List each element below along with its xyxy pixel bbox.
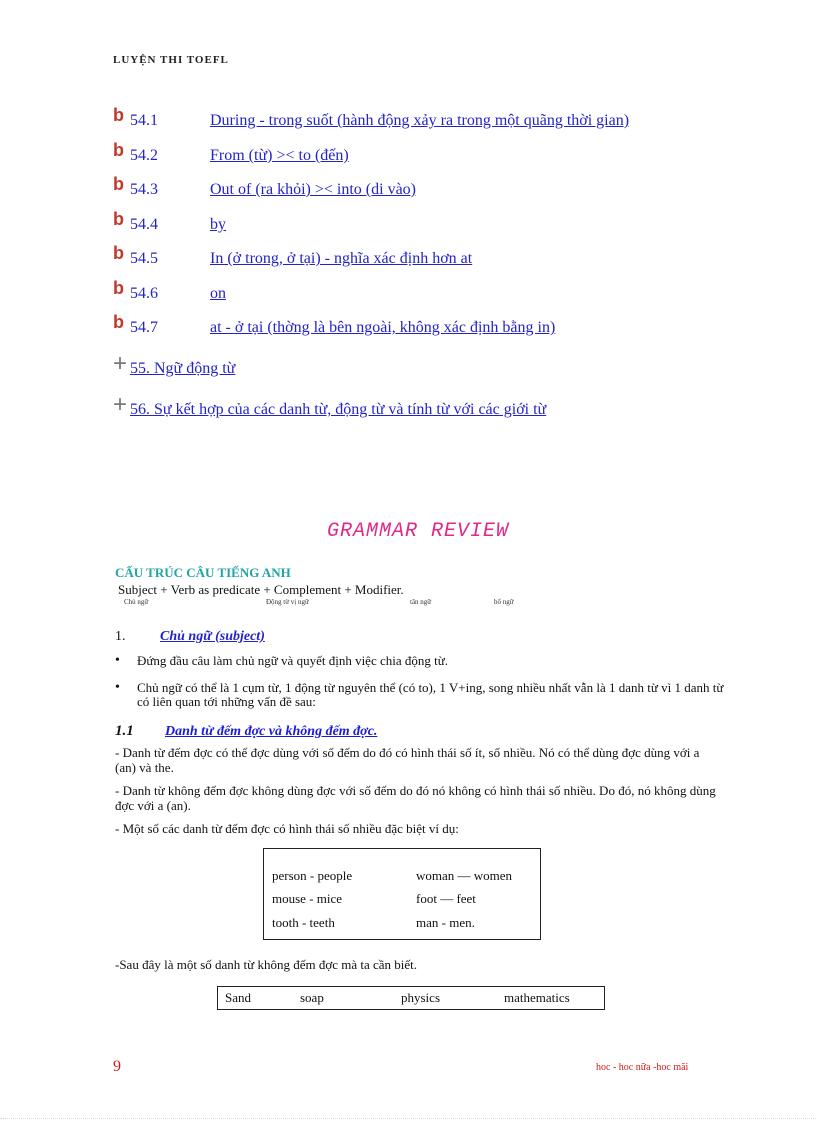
bookmark-icon: b: [113, 278, 124, 298]
bookmark-icon: b: [113, 243, 124, 263]
bullet-text: Đứng đầu câu làm chủ ngữ và quyết định việc chia động từ.: [137, 653, 449, 668]
structure-formula: Subject + Verb as predicate + Complement + Modifier.: [118, 582, 404, 597]
toc-text: Out of (ra khỏi) >< into (di vào): [210, 181, 416, 198]
bookmark-icon: b: [113, 105, 124, 125]
bullet-item: [115, 681, 725, 711]
table-cell: mouse - mice: [272, 891, 343, 906]
table-cell: mathematics: [504, 990, 570, 1005]
paragraph-uncountable: - Danh từ không đếm đợc không dùng đợc với số đếm do đó nó không có hình thái số nhiều. Do đó, nó không dùng đợc với a (an).: [115, 783, 716, 813]
table-cell: woman — women: [416, 868, 513, 883]
bullet-item: [115, 654, 725, 670]
toc-number: 54.4: [130, 216, 158, 233]
section-1-heading: [115, 629, 265, 645]
table-cell: tooth - teeth: [272, 915, 335, 930]
toc-number: 54.5: [130, 250, 158, 267]
bullet-icon: •: [115, 680, 120, 695]
toc-number: 54.3: [130, 181, 158, 198]
toc-text: on: [210, 285, 226, 302]
toc-number: 54.2: [130, 147, 158, 164]
label-complement: tân ngữ: [410, 598, 432, 606]
table-cell: person - people: [272, 868, 353, 883]
running-header: LUYỆN THI TOEFL: [113, 54, 229, 66]
section-title[interactable]: Chủ ngữ (subject): [160, 629, 265, 644]
irregular-plural-table: [263, 848, 541, 940]
paragraph-irregular-plurals: - Một số các danh từ đếm đợc có hình thái số nhiều đặc biệt ví dụ:: [115, 821, 459, 836]
toc-number: 54.7: [130, 319, 158, 336]
table-cell: foot — feet: [416, 891, 476, 906]
table-cell: physics: [401, 990, 440, 1005]
section-1-1-heading: [115, 723, 377, 740]
toc-text: In (ở trong, ở tại) - nghĩa xác định hơn at: [210, 250, 473, 267]
paragraph-countable: - Danh từ đếm đợc có thể đợc dùng với số đếm do đó có hình thái số ít, số nhiều. Nó có thể dùng đợc dùng với a (an) và the.: [115, 745, 700, 775]
structure-title: CẤU TRÚC CÂU TIẾNG ANH: [115, 565, 291, 580]
bookmark-icon: b: [113, 312, 124, 332]
uncountable-intro: -Sau đây là một số danh từ không đếm đợc mà ta cần biết.: [115, 957, 418, 972]
bullet-text: Chủ ngữ có thể là 1 cụm từ, 1 động từ nguyên thể (có to), 1 V+ing, song nhiều nhất vẫn là 1 danh từ vì 1 danh từ có liên quan tới những vấn đề sau:: [137, 680, 724, 709]
footer-motto: hoc - hoc nữa -hoc mãi: [596, 1062, 689, 1073]
expand-plus-icon[interactable]: +: [113, 350, 128, 377]
table-cell: soap: [300, 990, 324, 1005]
toc-text: at - ở tại (thờng là bên ngoài, không xác định bằng in): [210, 319, 556, 336]
toc-text: During - trong suốt (hành động xảy ra trong một quãng thời gian): [210, 112, 630, 129]
page-bottom-rule: [0, 1118, 816, 1119]
bookmark-icon: b: [113, 209, 124, 229]
uncountable-table: [217, 986, 605, 1010]
toc-section-text: 56. Sự kết hợp của các danh từ, động từ và tính từ với các giới từ: [130, 401, 547, 418]
section-number: 1.1: [115, 723, 134, 739]
label-subject: Chủ ngữ: [124, 598, 149, 606]
bookmark-icon: b: [113, 174, 124, 194]
bullet-icon: •: [115, 653, 120, 668]
grammar-review-heading: GRAMMAR REVIEW: [326, 520, 510, 543]
table-cell: Sand: [225, 990, 251, 1005]
bookmark-icon: b: [113, 140, 124, 160]
section-title[interactable]: Danh từ đếm đợc và không đếm đợc.: [165, 724, 378, 739]
expand-plus-icon[interactable]: +: [113, 391, 128, 418]
table-cell: man - men.: [416, 915, 475, 930]
label-modifier: bổ ngữ: [494, 598, 514, 606]
toc-section-text: 55. Ngữ động từ: [130, 360, 236, 377]
label-predicate: Động từ vị ngữ: [266, 598, 309, 606]
toc-number: 54.6: [130, 285, 158, 302]
toc-text: by: [210, 216, 226, 233]
toc-number: 54.1: [130, 112, 158, 129]
page-number: 9: [113, 1058, 121, 1075]
toc-text: From (từ) >< to (đến): [210, 147, 349, 164]
section-number: 1.: [115, 629, 126, 644]
